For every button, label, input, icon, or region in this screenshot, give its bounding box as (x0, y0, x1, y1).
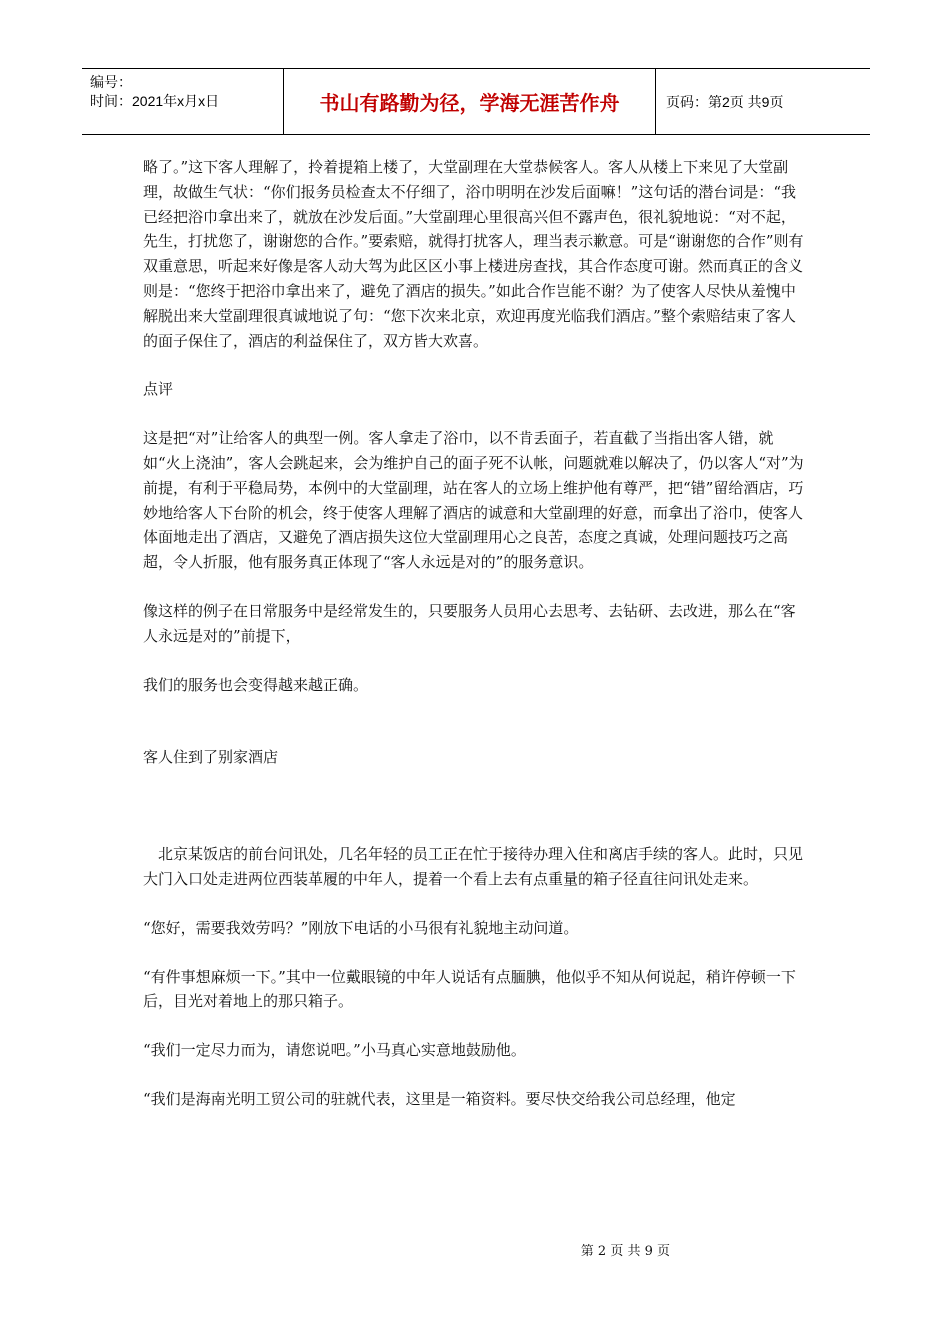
paragraph: 略了。”这下客人理解了，拎着提箱上楼了，大堂副理在大堂恭候客人。客人从楼上下来见了大堂副理，故做生气状：“你们报务员检查太不仔细了，浴巾明明在沙发后面嘛！”这句话的潜台词是：“我已经把浴巾拿出来了，就放在沙发后面。”大堂副理心里很高兴但不露声色，很礼貌地说：“对不起，先生，打扰您了，谢谢您的合作。”要索赔，就得打扰客人，理当表示歉意。可是“谢谢您的合作”则有双重意思，听起来好像是客人动大驾为此区区小事上楼进房查找，其合作态度可谢。然而真正的含义则是：“您终于把浴巾拿出来了，避免了酒店的损失。”如此合作岂能不谢？为了使客人尽快从羞愧中解脱出来大堂副理很真诚地说了句：“您下次来北京，欢迎再度光临我们酒店。”整个索赔结束了客人的面子保住了，酒店的利益保住了，双方皆大欢喜。 (143, 158, 804, 350)
paragraph: 北京某饭店的前台问讯处，几名年轻的员工正在忙于接待办理入住和离店手续的客人。此时，只见大门入口处走进两位西装革履的中年人，提着一个看上去有点重量的箱子径直往问讯处走来。 (143, 845, 804, 888)
section-heading-review: 点评 (143, 380, 174, 399)
paragraph: 像这样的例子在日常服务中是经常发生的，只要服务人员用心去思考、去钻研、去改进，那么在“客人永远是对的”前提下， (143, 601, 796, 645)
section-heading-story: 客人住到了别家酒店 (143, 748, 279, 767)
footer-page-number: 第 2 页 共 9 页 (580, 1244, 670, 1259)
page-footer (0, 1240, 950, 1259)
paragraph: “我们是海南光明工贸公司的驻就代表，这里是一箱资料。要尽快交给我公司总经理，他定 (143, 1089, 736, 1108)
page-header (82, 68, 870, 135)
paragraph: “有件事想麻烦一下。”其中一位戴眼镜的中年人说话有点腼腆，他似乎不知从何说起，稍许停顿一下后，目光对着地上的那只箱子。 (143, 967, 796, 1011)
header-meta-cell (82, 69, 284, 134)
header-page-cell (656, 69, 870, 134)
paragraph: “我们一定尽力而为，请您说吧。”小马真心实意地鼓励他。 (143, 1041, 526, 1060)
document-body (143, 155, 807, 1112)
header-motto-cell (284, 69, 656, 134)
paragraph: “您好，需要我效劳吗？”刚放下电话的小马很有礼貌地主动问道。 (143, 918, 579, 937)
page-info: 页码：第2页 共9页 (666, 93, 784, 110)
time-label: 时间：2021年x月x日 (90, 93, 220, 109)
paragraph: 这是把“对”让给客人的典型一例。客人拿走了浴巾，以不肯丢面子，若直截了当指出客人错，就如“火上浇油”，客人会跳起来，会为维护自己的面子死不认帐，问题就难以解决了，仍以客人“对”为前提，有利于平稳局势，本例中的大堂副理，站在客人的立场上维护他有尊严，把“错”留给酒店，巧妙地给客人下台阶的机会，终于使客人理解了酒店的诚意和大堂副理的好意，而拿出了浴巾，使客人体面地走出了酒店，又避免了酒店损失这位大堂副理用心之良苦，态度之真诚，处理问题技巧之高超，令人折服，他有服务真正体现了“客人永远是对的”的服务意识。 (143, 429, 804, 572)
number-label: 编号： (90, 74, 132, 90)
paragraph: 我们的服务也会变得越来越正确。 (143, 675, 369, 694)
motto-text: 书山有路勤为径，学海无涯苦作舟 (319, 91, 620, 115)
